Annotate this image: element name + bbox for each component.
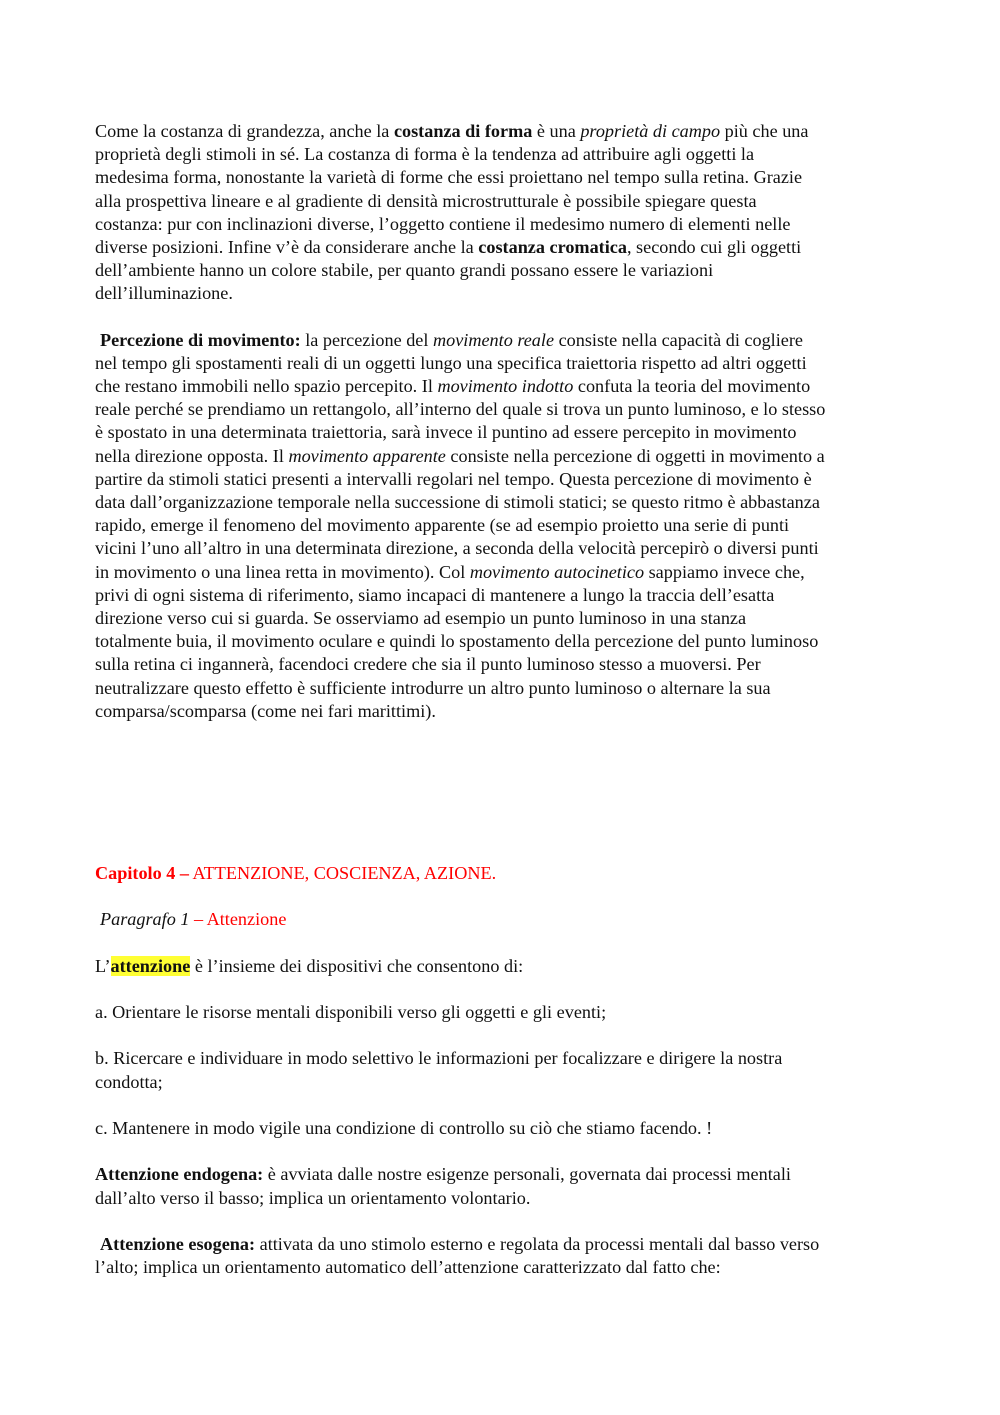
bold-term: Attenzione esogena: [100, 1233, 256, 1254]
text-line: nella direzione opposta. Il movimento apparente consiste nella percezione di oggetti in movimento a [95, 445, 825, 466]
paragraph-title: – Attenzione [189, 909, 287, 930]
text-line: partire da stimoli statici presenti a intervalli regolari nel tempo. Questa percezione di movimento è [95, 468, 812, 489]
italic-term: movimento indotto [437, 376, 574, 397]
bold-term: costanza di forma [393, 121, 533, 141]
bold-term: Attenzione endogena: [95, 1164, 264, 1185]
text-line: comparsa/scomparsa (come nei fari marittimi). [95, 700, 436, 721]
bold-term: costanza cromatica [478, 236, 627, 257]
text-line: dall’alto verso il basso; implica un orientamento volontario. [95, 1187, 531, 1208]
text-line: Attenzione endogena: è avviata dalle nostre esigenze personali, governata dai processi mentali [95, 1164, 791, 1185]
text-line: proprietà degli stimoli in sé. La costanza di forma è la tendenza ad attribuire agli oggetti la [95, 144, 755, 165]
text-line: dell’ambiente hanno un colore stabile, per quanto grandi possano essere le variazioni [95, 260, 714, 281]
text-line: dell’illuminazione. [95, 283, 233, 304]
text-line: rapido, emerge il fenomeno del movimento apparente (se ad esempio proietto una serie di punti [95, 515, 790, 536]
text-line: privi di ogni sistema di riferimento, siamo incapaci di mantenere a lungo la traccia dell’esatta [95, 584, 775, 605]
chapter-title: ATTENZIONE, COSCIENZA, AZIONE. [188, 862, 497, 883]
text-line: Attenzione esogena: attivata da uno stimolo esterno e regolata da processi mentali dal basso verso [100, 1233, 820, 1254]
list-item-b [95, 1047, 915, 1093]
text-line: vicini l’uno all’altro in una determinata direzione, a seconda della velocità percepirò o diversi punti [95, 538, 819, 559]
list-item-a: a. Orientare le risorse mentali disponibili verso gli oggetti e gli eventi; [95, 1002, 607, 1022]
italic-term: proprietà di campo [580, 121, 721, 141]
text-line: in movimento o una linea retta in movimento). Col movimento autocinetico sappiamo invece che, [95, 561, 805, 582]
text-line: direzione verso cui si guarda. Se osserviamo ad esempio un punto luminoso in una stanza [95, 607, 747, 628]
italic-term: movimento apparente [288, 445, 446, 466]
text-line: b. Ricercare e individuare in modo selettivo le informazioni per focalizzare e dirigere la nostra [95, 1048, 783, 1069]
text-line: alla prospettiva lineare e al gradiente di densità microstrutturale è possibile spiegare questa [95, 190, 757, 211]
text-line: diverse posizioni. Infine v’è da considerare anche la costanza cromatica, secondo cui gli oggetti [95, 236, 802, 257]
text-line: data dall’organizzazione temporale nella successione di stimoli statici; se questo ritmo è abbastanza [95, 492, 820, 512]
text-line: costanza: pur con inclinazioni diverse, l’oggetto contiene il medesimo numero di elementi nelle [95, 213, 791, 234]
chapter-heading [95, 862, 915, 885]
text-line: che restano immobili nello spazio percepito. Il movimento indotto confuta la teoria del movimento [95, 376, 811, 397]
text-line: medesima forma, nonostante la varietà di forme che essi proiettano nel tempo sulla retina. Grazie [95, 167, 803, 188]
text-line: è spostato in una determinata traiettoria, sarà invece il puntino ad essere percepito in movimento [95, 422, 797, 443]
paragraph-movimento [95, 329, 915, 723]
text-line: reale perché se prendiamo un rettangolo, all’interno del quale si trova un punto luminoso, e lo stesso [95, 399, 826, 420]
text-line: totalmente buia, il movimento oculare e quindi lo spostamento della percezione del punto luminoso [95, 631, 819, 652]
text-line: nel tempo gli spostamenti reali di un oggetti lungo una specifica traiettoria rispetto ad altri oggetti [95, 352, 807, 373]
chapter-label: Capitolo 4 – [95, 862, 189, 883]
italic-term: movimento autocinetico [469, 561, 645, 582]
text-line: l’alto; implica un orientamento automatico dell’attenzione caratterizzato dal fatto che: [95, 1257, 721, 1278]
text-line: Percezione di movimento: la percezione del movimento reale consiste nella capacità di cogliere [100, 329, 803, 350]
italic-term: movimento reale [432, 329, 555, 350]
list-item-c: c. Mantenere in modo vigile una condizione di controllo su ciò che stiamo facendo. ! [95, 1117, 713, 1138]
highlighted-term: attenzione [110, 955, 191, 976]
text-line: condotta; [95, 1071, 163, 1092]
paragraph-heading [95, 908, 915, 931]
paragraph-esogena [95, 1233, 915, 1279]
paragraph-endogena [95, 1163, 915, 1209]
paragraph-label: Paragrafo 1 [100, 909, 190, 930]
document-page [95, 120, 915, 1279]
bold-term: Percezione di movimento: [100, 329, 301, 350]
text-line: sulla retina ci ingannerà, facendoci credere che sia il punto luminoso stesso a muoversi. Per [95, 654, 761, 675]
attenzione-intro: L’attenzione è l’insieme dei dispositivi che consentono di: [95, 955, 524, 976]
paragraph-costanza [95, 120, 915, 306]
text-line: neutralizzare questo effetto è sufficiente introdurre un altro punto luminoso o alternare la sua [95, 677, 771, 698]
text-line: Come la costanza di grandezza, anche la costanza di forma è una proprietà di campo più che una [95, 121, 809, 141]
